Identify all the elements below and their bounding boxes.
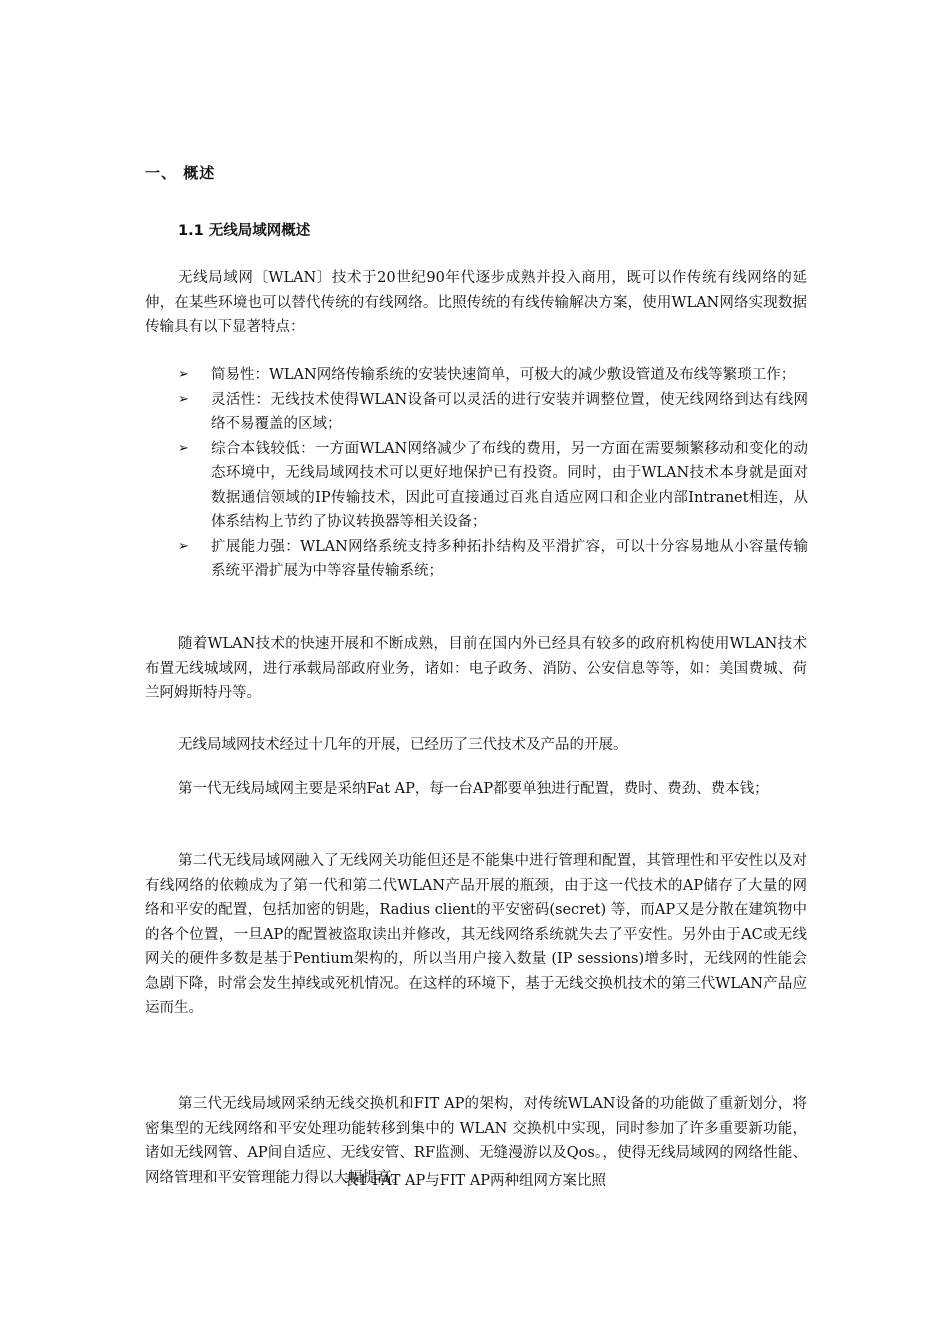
list-item bbox=[178, 388, 808, 437]
list-item bbox=[178, 363, 808, 388]
list-item-text: 灵活性：无线技术使得WLAN设备可以灵活的进行安装并调整位置，使无线网络到达有线网络不易覆盖的区域； bbox=[211, 391, 808, 432]
body-paragraph: 第三代无线局域网采纳无线交换机和FIT AP的架构，对传统WLAN设备的功能做了重新划分，将密集型的无线网络和平安处理功能转移到集中的 WLAN 交换机中实现，同时参加了许多重要新功能，诸如无线网管、AP间自适应、无线安管、RF监测、无缝漫游以及Qos。，使得无线局域网的网络性能、网络管理和平安管理能力得以大幅提高。 bbox=[145, 1096, 807, 1186]
body-paragraph: 第二代无线局域网融入了无线网关功能但还是不能集中进行管理和配置，其管理性和平安性以及对有线网络的依赖成为了第一代和第二代WLAN产品开展的瓶颈，由于这一代技术的AP储存了大量的网络和平安的配置，包括加密的钥匙，Radius client的平安密码(secret) 等，而AP又是分散在建筑物中的各个位置，一旦AP的配置被盗取读出并修改，其无线网络系统就失去了平安性。另外由于AC或无线网关的硬件多数是基于Pentium架构的，所以当用户接入数量 (IP sessions)增多时，无线网的性能会急剧下降，时常会发生掉线或死机情况。在这样的环境下，基于无线交换机技术的第三代WLAN产品应运而生。 bbox=[145, 853, 807, 1016]
arrow-bullet-icon: ➢ bbox=[178, 391, 189, 407]
body-paragraph: 第一代无线局域网主要是采纳Fat AP，每一台AP都要单独进行配置，费时、费劲、费本钱； bbox=[178, 781, 769, 797]
section-heading: 一、 概述 bbox=[145, 164, 216, 182]
list-item-text: 扩展能力强：WLAN网络系统支持多种拓扑结构及平滑扩容，可以十分容易地从小容量传输系统平滑扩展为中等容量传输系统； bbox=[211, 538, 808, 579]
table-caption: 表1 FAT AP与FIT AP两种组网方案比照 bbox=[343, 1173, 607, 1189]
list-item-text: 综合本钱较低：一方面WLAN网络减少了布线的费用，另一方面在需要频繁移动和变化的动态环境中，无线局域网技术可以更好地保护已有投资。同时，由于WLAN技术本身就是面对数据通信领域的IP传输技术，因此可直接通过百兆自适应网口和企业内部Intranet相连，从体系结构上节约了协议转换器等相关设备； bbox=[211, 440, 808, 530]
intro-paragraph: 无线局域网〔WLAN〕技术于20世纪90年代逐步成熟并投入商用，既可以作传统有线网络的延伸，在某些环境也可以替代传统的有线网络。比照传统的有线传输解决方案，使用WLAN网络实现数据传输具有以下显著特点： bbox=[145, 270, 807, 335]
arrow-bullet-icon: ➢ bbox=[178, 440, 189, 456]
body-paragraph: 随着WLAN技术的快速开展和不断成熟，目前在国内外已经具有较多的政府机构使用WLAN技术布置无线城域网，进行承载局部政府业务，诸如：电子政务、消防、公安信息等等，如：美国费城、荷兰阿姆斯特丹等。 bbox=[145, 636, 807, 701]
list-item bbox=[178, 535, 808, 584]
arrow-bullet-icon: ➢ bbox=[178, 367, 189, 382]
body-paragraph: 无线局域网技术经过十几年的开展，已经历了三代技术及产品的开展。 bbox=[178, 737, 628, 753]
arrow-bullet-icon: ➢ bbox=[178, 538, 189, 554]
feature-list bbox=[178, 363, 808, 584]
list-item-text: 简易性：WLAN网络传输系统的安装快速简单，可极大的减少敷设管道及布线等繁琐工作； bbox=[211, 367, 796, 383]
list-item bbox=[178, 437, 808, 535]
subsection-heading: 1.1 无线局域网概述 bbox=[178, 223, 311, 239]
